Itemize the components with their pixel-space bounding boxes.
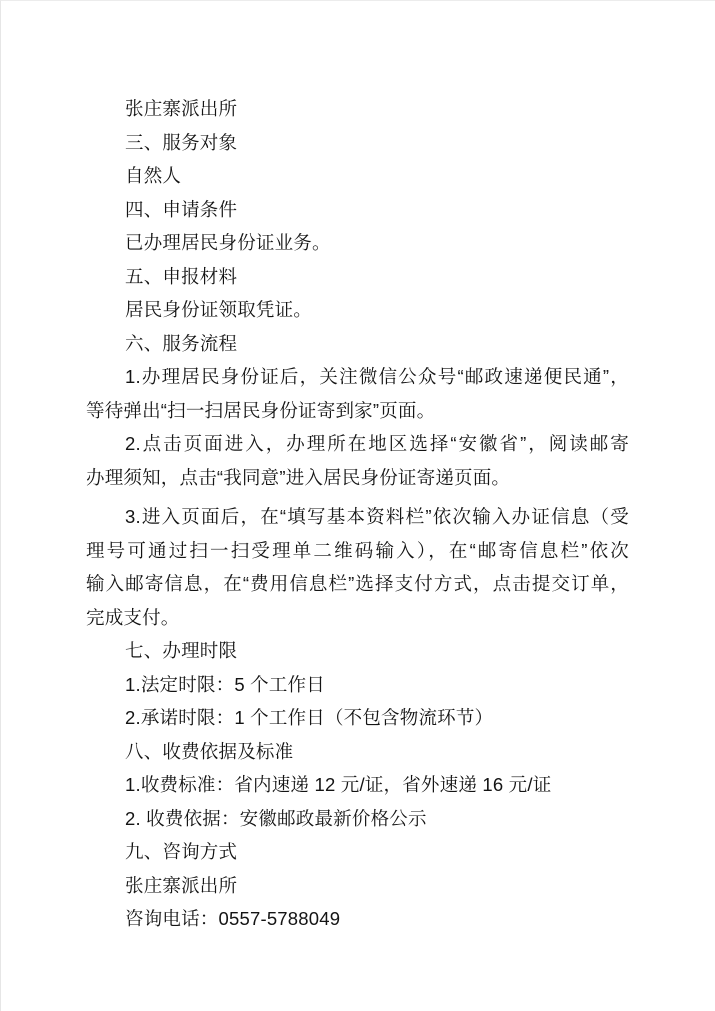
paragraph-time-limit-promised xyxy=(86,701,629,735)
text-line: 3.进入页面后，在“填写基本资料栏”依次输入办证信息（受 xyxy=(125,506,629,527)
text-line: 已办理居民身份证业务。 xyxy=(125,232,331,253)
section-heading: 七、办理时限 xyxy=(125,640,238,661)
text-line: 张庄寨派出所 xyxy=(125,98,238,119)
text-line: 2.承诺时限：1 个工作日（不包含物流环节） xyxy=(125,707,494,728)
heading-materials xyxy=(86,260,629,294)
paragraph-materials xyxy=(86,293,629,327)
section-heading: 六、服务流程 xyxy=(125,332,238,354)
section-heading: 四、申请条件 xyxy=(125,198,238,220)
paragraph-process-step-2 xyxy=(86,427,629,494)
paragraph-fee-standard xyxy=(86,768,629,802)
paragraph-consult-office xyxy=(86,869,629,903)
section-heading: 八、收费依据及标准 xyxy=(125,740,294,762)
text-line: 2.点击页面进入，办理所在地区选择“安徽省”，阅读邮寄 xyxy=(125,433,629,454)
text-line: 1.办理居民身份证后，关注微信公众号“邮政速递便民通”， xyxy=(125,366,629,387)
text-line: 等待弹出“扫一扫居民身份证寄到家”页面。 xyxy=(86,399,436,421)
paragraph-office-name xyxy=(86,92,629,126)
text-line: 办理须知，点击“我同意”进入居民身份证寄递页面。 xyxy=(86,466,511,488)
text-line: 理号可通过扫一扫受理单二维码输入），在“邮寄信息栏”依次 xyxy=(86,539,629,561)
paragraph-apply-condition xyxy=(86,226,629,260)
text-line: 完成支付。 xyxy=(86,606,180,628)
text-line: 咨询电话：0557-5788049 xyxy=(125,908,341,929)
heading-consult xyxy=(86,835,629,869)
heading-apply-condition xyxy=(86,193,629,227)
paragraph-process-step-3 xyxy=(86,500,629,634)
text-line: 自然人 xyxy=(125,165,182,186)
text-line: 张庄寨派出所 xyxy=(125,874,238,896)
paragraph-service-object xyxy=(86,159,629,193)
text-line: 2. 收费依据：安徽邮政最新价格公示 xyxy=(125,807,427,829)
section-heading: 九、咨询方式 xyxy=(125,841,238,862)
text-line: 1.收费标准：省内速递 12 元/证，省外速递 16 元/证 xyxy=(125,774,552,795)
heading-time-limit xyxy=(86,634,629,668)
section-heading: 五、申报材料 xyxy=(125,265,238,287)
text-line: 1.法定时限：5 个工作日 xyxy=(125,673,325,695)
text-line: 输入邮寄信息，在“费用信息栏”选择支付方式，点击提交订单， xyxy=(86,573,629,594)
heading-fee xyxy=(86,735,629,769)
paragraph-process-step-1 xyxy=(86,360,629,427)
heading-service-object xyxy=(86,126,629,160)
paragraph-fee-basis xyxy=(86,802,629,836)
text-line: 居民身份证领取凭证。 xyxy=(125,299,313,320)
paragraph-time-limit-legal xyxy=(86,668,629,702)
section-heading: 三、服务对象 xyxy=(125,131,238,153)
document-page xyxy=(1,1,715,1011)
paragraph-consult-phone xyxy=(86,902,629,936)
heading-process xyxy=(86,327,629,361)
